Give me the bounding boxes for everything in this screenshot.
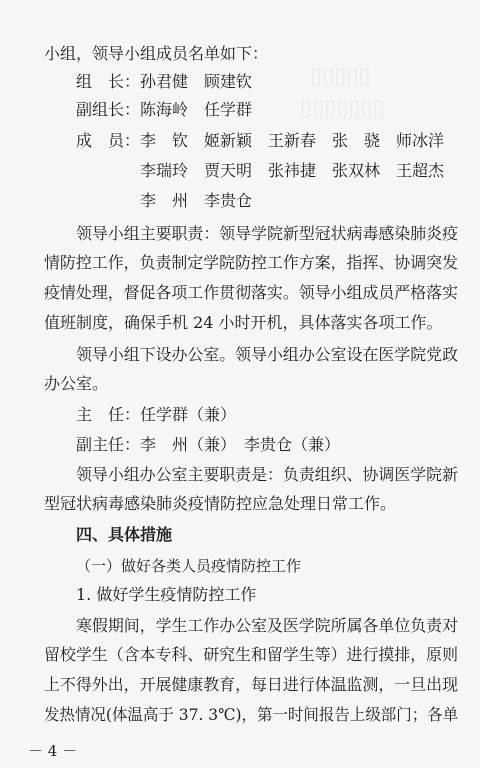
paragraph-line: 疫情处理，督促各项工作贯彻落实。领导小组成员严格落实 [44, 283, 459, 302]
deputy-director-line: 副主任：李 州（兼） 李贵仓（兼） [76, 435, 341, 454]
deputy-leader-line: 副组长：陈海岭 任学群 [76, 100, 253, 119]
paragraph-line: 型冠状病毒感染肺炎疫情防控应急处理日常工作。 [44, 494, 397, 513]
subsection-heading: （一）做好各类人员疫情防控工作 [76, 557, 302, 575]
bleed-through: ▯▯▯▯▯▯▯ [300, 96, 385, 121]
text-line: 小组，领导小组成员名单如下： [44, 44, 269, 63]
paragraph-line: 发热情况(体温高于 37. 3℃)，第一时间报告上级部门；各单 [44, 705, 459, 724]
paragraph-line: 值班制度，确保手机 24 小时开机，具体落实各项工作。 [44, 313, 443, 332]
paragraph-line: 情防控工作，负责制定学院防控工作方案，指挥、协调突发 [44, 253, 459, 272]
leader-line: 组 长：孙君健 顾建钦 [76, 72, 253, 91]
item-heading: 1. 做好学生疫情防控工作 [76, 585, 257, 604]
director-line: 主 任：任学群（兼） [76, 405, 237, 424]
paragraph-line: 留校学生（含本专科、研究生和留学生等）进行摸排，原则 [44, 645, 459, 664]
bleed-through: ▯▯▯▯▯ [310, 64, 371, 89]
paragraph-line: 上不得外出，开展健康教育，每日进行体温监测，一旦出现 [44, 675, 459, 694]
paragraph-line: 领导小组下设办公室。领导小组办公室设在医学院党政 [76, 345, 459, 364]
paragraph-line: 寒假期间，学生工作办公室及医学院所属各单位负责对 [76, 616, 459, 635]
members-line: 成 员：李 钦 姬新颖 王新春 张 骁 师冰洋 [76, 131, 445, 150]
paragraph-line: 领导小组办公室主要职责是：负责组织、协调医学院新 [76, 465, 459, 484]
page-number: － 4 － [28, 742, 78, 760]
members-line: 李 州 李贵仓 [140, 191, 253, 210]
section-heading: 四、具体措施 [76, 525, 173, 544]
members-line: 李瑞玲 贾天明 张祎捷 张双林 王超杰 [140, 161, 445, 180]
paragraph-line: 办公室。 [44, 374, 109, 393]
paragraph-line: 领导小组主要职责：领导学院新型冠状病毒感染肺炎疫 [76, 224, 459, 243]
